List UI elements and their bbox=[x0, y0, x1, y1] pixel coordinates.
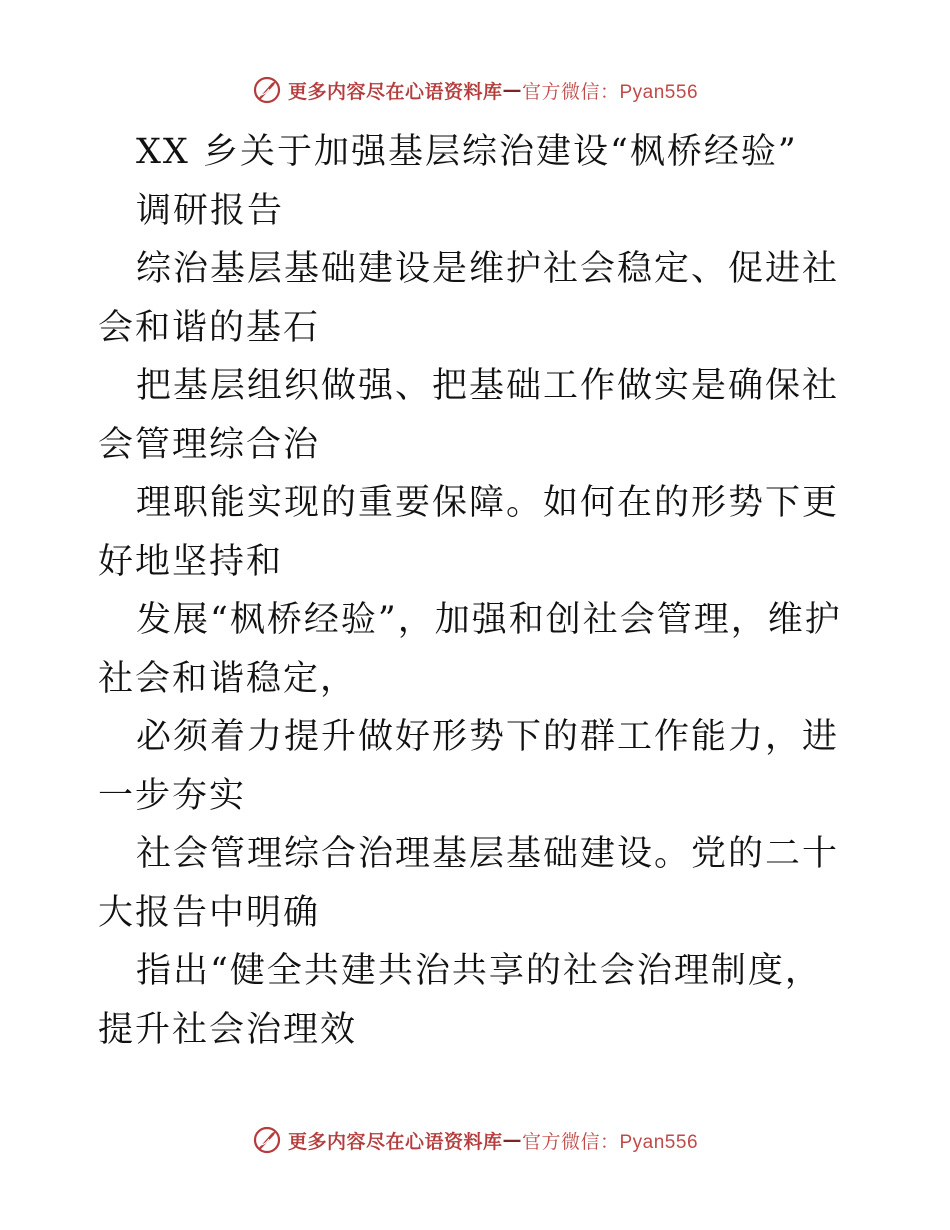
document-title-line-2: 调研报告 bbox=[136, 190, 285, 231]
paragraph: 把基层组织做强、把基础工作做实是确保社会管理综合治 bbox=[98, 366, 840, 465]
banner-wechat-text: 官方微信：Pyan556 bbox=[522, 81, 699, 103]
paragraph: 综治基层基础建设是维护社会稳定、促进社会和谐的基石 bbox=[98, 249, 840, 348]
quill-pen-logo-icon bbox=[252, 75, 282, 105]
paragraph: 发展“枫桥经验”，加强和创社会管理，维护社会和谐稳定， bbox=[98, 600, 842, 699]
banner-wechat-text: 官方微信：Pyan556 bbox=[522, 1131, 699, 1153]
footer-banner bbox=[0, 1120, 950, 1160]
banner-site-text: 更多内容尽在心语资料库 bbox=[287, 80, 503, 103]
document-body bbox=[98, 123, 858, 1059]
paragraph: 理职能实现的重要保障。如何在的形势下更好地坚持和 bbox=[98, 483, 840, 582]
banner-separator: — bbox=[502, 1129, 522, 1151]
paragraph: 社会管理综合治理基层基础建设。党的二十大报告中明确 bbox=[98, 834, 840, 933]
banner-site-text: 更多内容尽在心语资料库 bbox=[287, 1130, 503, 1153]
document-title-line-1: XX 乡关于加强基层综治建设“枫桥经验” bbox=[136, 132, 798, 172]
paragraph: 必须着力提升做好形势下的群工作能力，进一步夯实 bbox=[98, 717, 840, 816]
quill-pen-logo-icon bbox=[252, 1125, 282, 1155]
header-banner bbox=[0, 70, 950, 110]
banner-separator: — bbox=[502, 79, 522, 101]
paragraph: 指出“健全共建共治共享的社会治理制度，提升社会治理效 bbox=[98, 951, 822, 1050]
